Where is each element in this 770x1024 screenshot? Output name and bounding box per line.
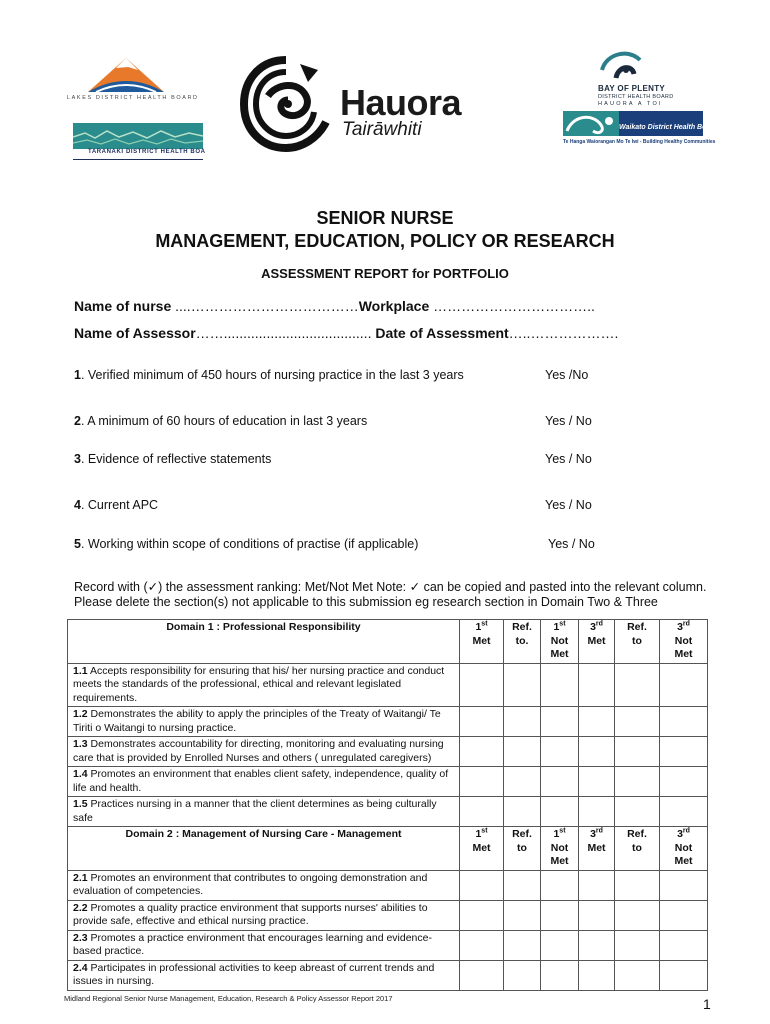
assessment-table [67, 619, 708, 991]
ranking-cell[interactable] [460, 737, 504, 767]
criterion-text: 2.3 Promotes a practice environment that encourages learning and evidence-based practice. [68, 930, 460, 960]
bop-dhb-subname: DISTRICT HEALTH BOARD [598, 94, 674, 100]
ranking-cell[interactable] [660, 930, 708, 960]
ranking-cell[interactable] [541, 663, 579, 707]
criterion-text: 1.2 Demonstrates the ability to apply the principles of the Treaty of Waitangi/ Te Tiriti o Waitangi to nursing practice. [68, 707, 460, 737]
ranking-cell[interactable] [660, 663, 708, 707]
requirement-4: 4. Current APC [74, 498, 159, 512]
criterion-row [68, 663, 708, 707]
ranking-cell[interactable] [504, 930, 541, 960]
ranking-column-header: 3rd Not Met [660, 827, 708, 871]
requirement-2: 2. A minimum of 60 hours of education in last 3 years [74, 414, 368, 428]
hauora-koru-icon [238, 56, 334, 152]
ranking-cell[interactable] [504, 707, 541, 737]
criterion-row [68, 767, 708, 797]
criterion-text: 2.4 Participates in professional activities to keep abreast of current trends and issues in nursing. [68, 960, 460, 990]
ranking-column-header: Ref. to [615, 620, 660, 664]
page-number: 1 [703, 996, 711, 1012]
criterion-row [68, 870, 708, 900]
criterion-text: 2.2 Promotes a quality practice environment that supports nurses' abilities to provide safe, effective and ethical nursing practice. [68, 900, 460, 930]
ranking-cell[interactable] [541, 960, 579, 990]
ranking-cell[interactable] [504, 767, 541, 797]
page-title-line-2: MANAGEMENT, EDUCATION, POLICY OR RESEARCH [155, 231, 615, 251]
waikato-dhb-name: Waikato District Health Board [619, 124, 718, 131]
nurse-name-label: Name of nurse [74, 298, 172, 314]
ranking-cell[interactable] [615, 707, 660, 737]
assessment-table-body [68, 620, 708, 991]
lakes-mountain-icon [66, 50, 196, 96]
ranking-cell[interactable] [460, 960, 504, 990]
bop-dhb-maori-name: HAUORA A TOI [598, 101, 663, 107]
nurse-name-field[interactable]: ....……………………………… [171, 298, 359, 314]
assessor-name-label: Name of Assessor [74, 325, 196, 341]
ranking-cell[interactable] [460, 797, 504, 827]
ranking-cell[interactable] [541, 900, 579, 930]
ranking-column-header: 3rd Met [579, 827, 615, 871]
criterion-row [68, 930, 708, 960]
ranking-column-header: 1st Met [460, 827, 504, 871]
requirement-1: 1. Verified minimum of 450 hours of nursing practice in the last 3 years [74, 368, 464, 382]
ranking-cell[interactable] [615, 900, 660, 930]
criterion-text: 1.5 Practices nursing in a manner that the client determines as being culturally safe [68, 797, 460, 827]
assessment-date-label: Date of Assessment [371, 325, 509, 341]
tick-icon: ✓ [147, 580, 159, 594]
ranking-column-header: 1st Not Met [541, 827, 579, 871]
ranking-cell[interactable] [660, 767, 708, 797]
ranking-column-header: Ref. to. [504, 620, 541, 664]
ranking-cell[interactable] [579, 797, 615, 827]
ranking-cell[interactable] [615, 960, 660, 990]
ranking-column-header: 3rd Not Met [660, 620, 708, 664]
lakes-dhb-caption: LAKES DISTRICT HEALTH BOARD [67, 95, 199, 101]
page-footer: Midland Regional Senior Nurse Management, Education, Research & Policy Assessor Report 2017 [64, 994, 393, 1003]
ranking-cell[interactable] [504, 900, 541, 930]
ranking-cell[interactable] [579, 707, 615, 737]
taranaki-waves-icon [73, 123, 203, 149]
criterion-row [68, 797, 708, 827]
ranking-cell[interactable] [541, 797, 579, 827]
ranking-cell[interactable] [615, 737, 660, 767]
page-subtitle: ASSESSMENT REPORT for PORTFOLIO [261, 266, 509, 281]
ranking-cell[interactable] [504, 663, 541, 707]
ranking-cell[interactable] [541, 870, 579, 900]
tick-icon: ✓ [409, 580, 421, 594]
ranking-cell[interactable] [579, 900, 615, 930]
waikato-swirl-icon [563, 111, 619, 136]
hauora-sub-wordmark: Tairāwhiti [342, 119, 422, 140]
domain-header-row [68, 827, 708, 871]
criterion-text: 1.4 Promotes an environment that enables client safety, independence, quality of life and health. [68, 767, 460, 797]
domain-header-row [68, 620, 708, 664]
ranking-cell[interactable] [579, 960, 615, 990]
ranking-cell[interactable] [660, 900, 708, 930]
ranking-cell[interactable] [579, 737, 615, 767]
bop-dhb-logo [598, 48, 648, 84]
ranking-cell[interactable] [579, 767, 615, 797]
ranking-cell[interactable] [460, 930, 504, 960]
ranking-cell[interactable] [541, 767, 579, 797]
ranking-cell[interactable] [504, 797, 541, 827]
ranking-cell[interactable] [504, 960, 541, 990]
domain-title: Domain 2 : Management of Nursing Care - Management [68, 827, 460, 871]
ranking-cell[interactable] [460, 663, 504, 707]
bop-dhb-name: BAY OF PLENTY [598, 84, 666, 93]
page-title-line-1: SENIOR NURSE [316, 208, 454, 228]
ranking-column-header: 1st Met [460, 620, 504, 664]
requirement-5-answer[interactable]: Yes / No [548, 537, 595, 551]
ranking-cell[interactable] [460, 870, 504, 900]
requirement-5: 5. Working within scope of conditions of practise (if applicable) [74, 537, 419, 551]
ranking-cell[interactable] [660, 870, 708, 900]
ranking-cell[interactable] [541, 707, 579, 737]
criterion-row [68, 960, 708, 990]
ranking-cell[interactable] [615, 870, 660, 900]
criterion-text: 1.1 Accepts responsibility for ensuring that his/ her nursing practice and conduct meets the standards of the professional, ethical and relevant legislated requirements. [68, 663, 460, 707]
taranaki-dhb-logo [73, 123, 203, 149]
assessment-date-field[interactable]: …..………………. [508, 325, 619, 341]
waikato-dhb-tagline: Te Hanga Waiorangan Mo Te Iwi - Building Healthy Communities [563, 139, 716, 145]
ranking-cell[interactable] [615, 930, 660, 960]
criterion-row [68, 707, 708, 737]
instruction-line-1: Record with (✓) the assessment ranking: Met/Not Met Note: ✓ can be copied and pasted into the relevant column. [74, 580, 707, 594]
requirement-4-answer[interactable]: Yes / No [545, 498, 592, 512]
hauora-wordmark: Hauora [340, 82, 462, 123]
assessor-date-line [74, 325, 618, 341]
ranking-cell[interactable] [660, 737, 708, 767]
assessor-name-field[interactable]: ……...................................... [195, 325, 372, 341]
ranking-cell[interactable] [541, 930, 579, 960]
requirement-3-answer[interactable]: Yes / No [545, 452, 592, 466]
ranking-cell[interactable] [615, 663, 660, 707]
ranking-cell[interactable] [579, 663, 615, 707]
requirement-3: 3. Evidence of reflective statements [74, 452, 272, 466]
ranking-column-header: 1st Not Met [541, 620, 579, 664]
taranaki-dhb-caption: TARANAKI DISTRICT HEALTH BOA [88, 149, 206, 155]
ranking-cell[interactable] [660, 797, 708, 827]
ranking-cell[interactable] [504, 870, 541, 900]
workplace-label: Workplace [358, 298, 430, 314]
ranking-cell[interactable] [579, 930, 615, 960]
requirement-2-answer[interactable]: Yes / No [545, 414, 592, 428]
ranking-cell[interactable] [615, 767, 660, 797]
ranking-cell[interactable] [460, 900, 504, 930]
criterion-text: 1.3 Demonstrates accountability for directing, monitoring and evaluating nursing care that is provided by Enrolled Nurses and others ( unregulated caregivers) [68, 737, 460, 767]
criterion-row [68, 737, 708, 767]
ranking-cell[interactable] [660, 960, 708, 990]
ranking-cell[interactable] [460, 767, 504, 797]
domain-title: Domain 1 : Professional Responsibility [68, 620, 460, 664]
instruction-line-2: Please delete the section(s) not applicable to this submission eg research section in Domain Two & Three [74, 595, 658, 609]
ranking-column-header: 3rd Met [579, 620, 615, 664]
ranking-cell[interactable] [504, 737, 541, 767]
criterion-row [68, 900, 708, 930]
ranking-column-header: Ref. to [615, 827, 660, 871]
ranking-cell[interactable] [579, 870, 615, 900]
ranking-cell[interactable] [660, 707, 708, 737]
ranking-cell[interactable] [615, 797, 660, 827]
requirement-1-answer[interactable]: Yes /No [545, 368, 589, 382]
nurse-workplace-line [74, 298, 595, 314]
ranking-cell[interactable] [541, 737, 579, 767]
ranking-cell[interactable] [460, 707, 504, 737]
workplace-field[interactable]: …………………………….. [429, 298, 595, 314]
ranking-column-header: Ref. to [504, 827, 541, 871]
criterion-text: 2.1 Promotes an environment that contributes to ongoing demonstration and evaluation of competencies. [68, 870, 460, 900]
